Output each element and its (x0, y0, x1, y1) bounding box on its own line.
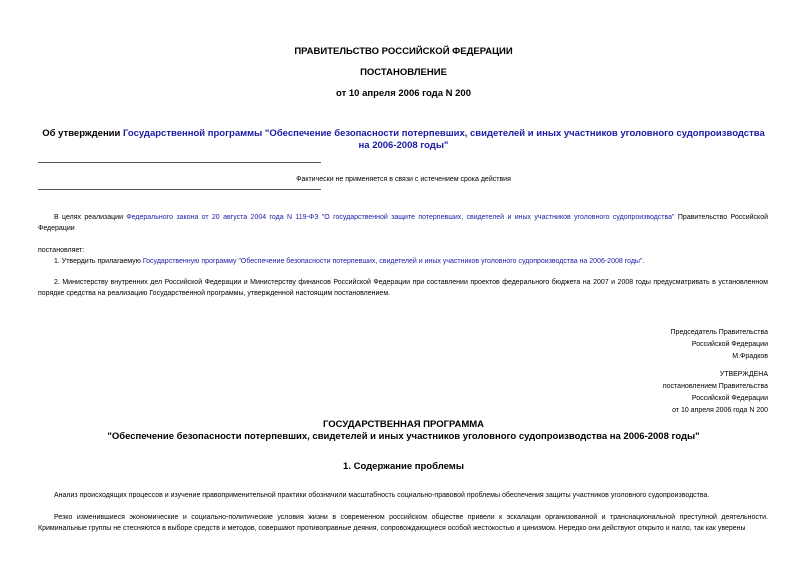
document-title (40, 128, 767, 152)
title-prefix: Об утверждении (42, 128, 123, 139)
item-1-suffix: . (642, 258, 645, 265)
program-title: ГОСУДАРСТВЕННАЯ ПРОГРАММА (322, 419, 485, 430)
approval-block (560, 369, 768, 417)
signature-name: М.Фрадков (732, 353, 768, 360)
status-note: Фактически не применяется в связи с истечением срока действия (296, 176, 511, 183)
preamble-paragraph (38, 212, 768, 234)
title-program-link[interactable]: Государственной программы "Обеспечение безопасности потерпевших, свидетелей и иных участников уголовного судопроизводства на 2006-2008 годы" (123, 128, 765, 151)
approval-country: Российской Федерации (691, 395, 768, 402)
item-1-prefix: 1. Утвердить прилагаемую (54, 258, 143, 265)
approval-by: постановлением Правительства (662, 383, 768, 390)
document-type: ПОСТАНОВЛЕНИЕ (360, 67, 447, 78)
federal-law-link[interactable]: Федерального закона от 20 августа 2004 года N 119-ФЗ "О государственной защите потерпевших, свидетелей и иных участников уголовного судопроизводства" (126, 214, 675, 221)
section-heading: 1. Содержание проблемы (343, 461, 464, 472)
program-subtitle: "Обеспечение безопасности потерпевших, свидетелей и иных участников уголовного судопроизводства на 2006-2008 годы" (107, 431, 700, 442)
preamble-prefix: В целях реализации (54, 214, 127, 221)
item-2: 2. Министерству внутренних дел Российской Федерации и Министерству финансов Российской Федерации при составлении проектов федерального бюджета на 2007 и 2008 годы предусматривать в установленном порядке средства на реализацию Государственной программы, утвержденной настоящим постановлением. (38, 279, 768, 297)
section-paragraph-1: Анализ происходящих процессов и изучение правоприменительной практики обозначили масштабность социально-правовой проблемы обеспечения защиты участников уголовного судопроизводства. (54, 492, 710, 499)
government-heading: ПРАВИТЕЛЬСТВО РОССИЙСКОЙ ФЕДЕРАЦИИ (294, 46, 513, 57)
approval-status: УТВЕРЖДЕНА (719, 371, 768, 378)
program-link[interactable]: Государственную программу "Обеспечение безопасности потерпевших, свидетелей и иных участников уголовного судопроизводства на 2006-2008 годы" (142, 258, 643, 265)
item-1 (38, 256, 768, 267)
approval-date: от 10 апреля 2006 года N 200 (672, 407, 768, 414)
section-paragraph-2: Резко изменившиеся экономические и социально-политические условия жизни в современном российском обществе привели к эскалации организованной и транснациональной преступной деятельности. Криминальные группы не стесняются в выборе средств и методов, совершают противоправные деяния, сопровождающиеся особой жестокостью и цинизмом. Нередко они действуют открыто и нагло, так как уверены (38, 514, 768, 532)
signature-position: Председатель Правительства (670, 329, 768, 336)
decides-text: постановляет: (38, 247, 85, 254)
signature-country: Российской Федерации (691, 341, 768, 348)
document-date: от 10 апреля 2006 года N 200 (336, 88, 471, 99)
divider-bottom (38, 189, 321, 190)
preamble-suffix: Правительство Российской Федерации (38, 214, 768, 232)
divider-top (38, 162, 321, 163)
signature-block (560, 327, 768, 363)
